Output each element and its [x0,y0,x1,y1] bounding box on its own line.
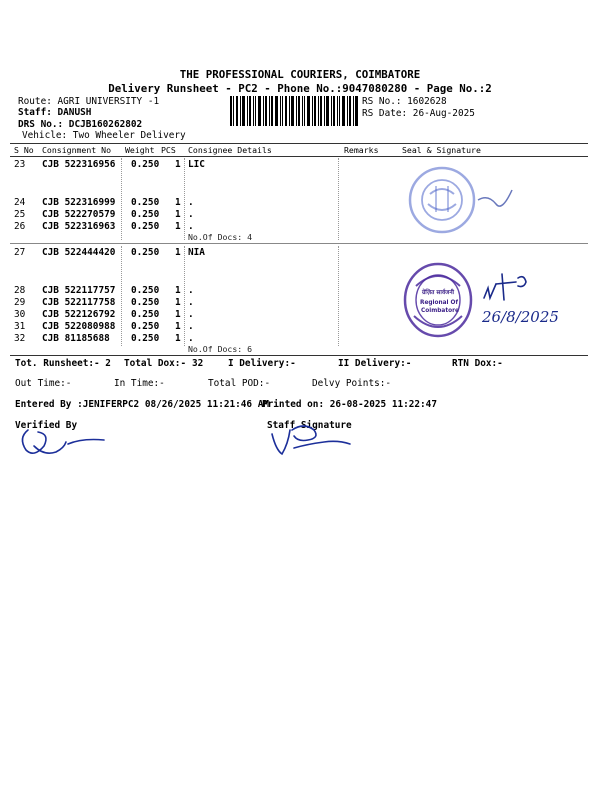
row-details: . [188,285,194,296]
row-weight: 0.250 [131,197,160,208]
rs-number: RS No.: 1602628 [362,96,447,107]
row-consignment: CJB 522444420 [42,247,116,258]
total-pod: Total POD:- [208,378,271,389]
row-details: . [188,197,194,208]
row-sno: 32 [14,333,26,344]
staff-signature-icon [268,420,358,460]
docs-count-2: No.Of Docs: 6 [188,344,253,354]
row-sno: 29 [14,297,26,308]
col-consignee: Consignee Details [188,145,272,155]
ii-delivery: II Delivery:- [338,358,412,369]
rtn-dox: RTN Dox:- [452,358,503,369]
row-consignment: CJB 522316956 [42,159,116,170]
out-time: Out Time:- [15,378,72,389]
row-weight: 0.250 [131,321,160,332]
handwritten-date: 26/8/2025 [482,308,559,326]
row-consignment: CJB 522316999 [42,197,116,208]
row-pcs: 1 [175,285,181,296]
seal-text-1: ग्रेज़ित सार्वजनी [422,290,455,296]
divider [338,158,339,240]
row-pcs: 1 [175,247,181,258]
row-consignment: CJB 522080988 [42,321,116,332]
row-details: . [188,221,194,232]
i-delivery: I Delivery:- [228,358,296,369]
total-dox-label: Total Dox:- [124,358,187,369]
entered-by: Entered By :JENIFERPC2 08/26/2025 11:21:46 AM [15,399,269,410]
row-weight: 0.250 [131,297,160,308]
divider [184,246,185,346]
row-pcs: 1 [175,321,181,332]
seal-stamp-icon [400,158,525,244]
divider [121,246,122,346]
row-sno: 24 [14,197,26,208]
col-pcs: PCS [161,145,176,155]
docs-count-1: No.Of Docs: 4 [188,232,253,242]
drs-number: DRS No.: DCJB160262802 [18,119,143,130]
tot-runsheet: Tot. Runsheet:- 2 [15,358,111,369]
row-pcs: 1 [175,209,181,220]
row-consignment: CJB 522316963 [42,221,116,232]
row-details: NIA [188,247,205,258]
row-details: . [188,333,194,344]
col-remarks: Remarks [344,145,379,155]
route-text: Route: AGRI UNIVERSITY -1 [18,96,160,107]
divider [184,158,185,240]
handwritten-signature-icon [478,264,588,330]
round-seal-icon [402,260,474,340]
row-details: . [188,297,194,308]
row-weight: 0.250 [131,285,160,296]
row-pcs: 1 [175,333,181,344]
rs-date: RS Date: 26-Aug-2025 [362,108,475,119]
row-details: . [188,309,194,320]
row-weight: 0.250 [131,309,160,320]
runsheet-title: Delivery Runsheet - PC2 - Phone No.:9047080280 - Page No.:2 [108,82,492,95]
row-weight: 0.250 [131,247,160,258]
row-weight: 0.250 [131,333,160,344]
row-sno: 23 [14,159,26,170]
verified-signature-icon [14,422,114,462]
seal-text-2: Regional Of [420,300,459,306]
row-consignment: CJB 81185688 [42,333,110,344]
staff-signature-label: Staff Signature [267,420,352,431]
row-details: LIC [188,159,205,170]
row-pcs: 1 [175,159,181,170]
row-sno: 27 [14,247,26,258]
row-consignment: CJB 522117757 [42,285,116,296]
table-bottom-rule [10,355,588,356]
row-details: . [188,321,194,332]
barcode-icon [230,96,358,126]
row-weight: 0.250 [131,159,160,170]
col-seal: Seal & Signature [402,145,481,155]
printed-on: Printed on: 26-08-2025 11:22:47 [262,399,437,410]
col-weight: Weight [125,145,155,155]
col-consignment: Consignment No [42,145,112,155]
in-time: In Time:- [114,378,165,389]
row-weight: 0.250 [131,221,160,232]
row-sno: 30 [14,309,26,320]
row-details: . [188,209,194,220]
row-weight: 0.250 [131,209,160,220]
row-pcs: 1 [175,197,181,208]
col-sno: S No [14,145,34,155]
row-consignment: CJB 522126792 [42,309,116,320]
delvy-points: Delvy Points:- [312,378,392,389]
company-title: THE PROFESSIONAL COURIERS, COIMBATORE [179,68,421,81]
staff-text: Staff: DANUSH [18,107,92,118]
row-pcs: 1 [175,297,181,308]
verified-by-label: Verified By [15,420,78,431]
row-sno: 31 [14,321,26,332]
divider [121,158,122,240]
row-consignment: CJB 522270579 [42,209,116,220]
row-pcs: 1 [175,309,181,320]
row-pcs: 1 [175,221,181,232]
row-consignment: CJB 522117758 [42,297,116,308]
row-sno: 25 [14,209,26,220]
divider [338,246,339,346]
table-header-rule [10,156,588,157]
row-sno: 26 [14,221,26,232]
total-dox-value: 32 [192,358,204,369]
vehicle-text: Vehicle: Two Wheeler Delivery [22,130,186,141]
table-top-rule [10,143,588,144]
row-sno: 28 [14,285,26,296]
seal-text-3: Coimbatore [421,308,459,314]
